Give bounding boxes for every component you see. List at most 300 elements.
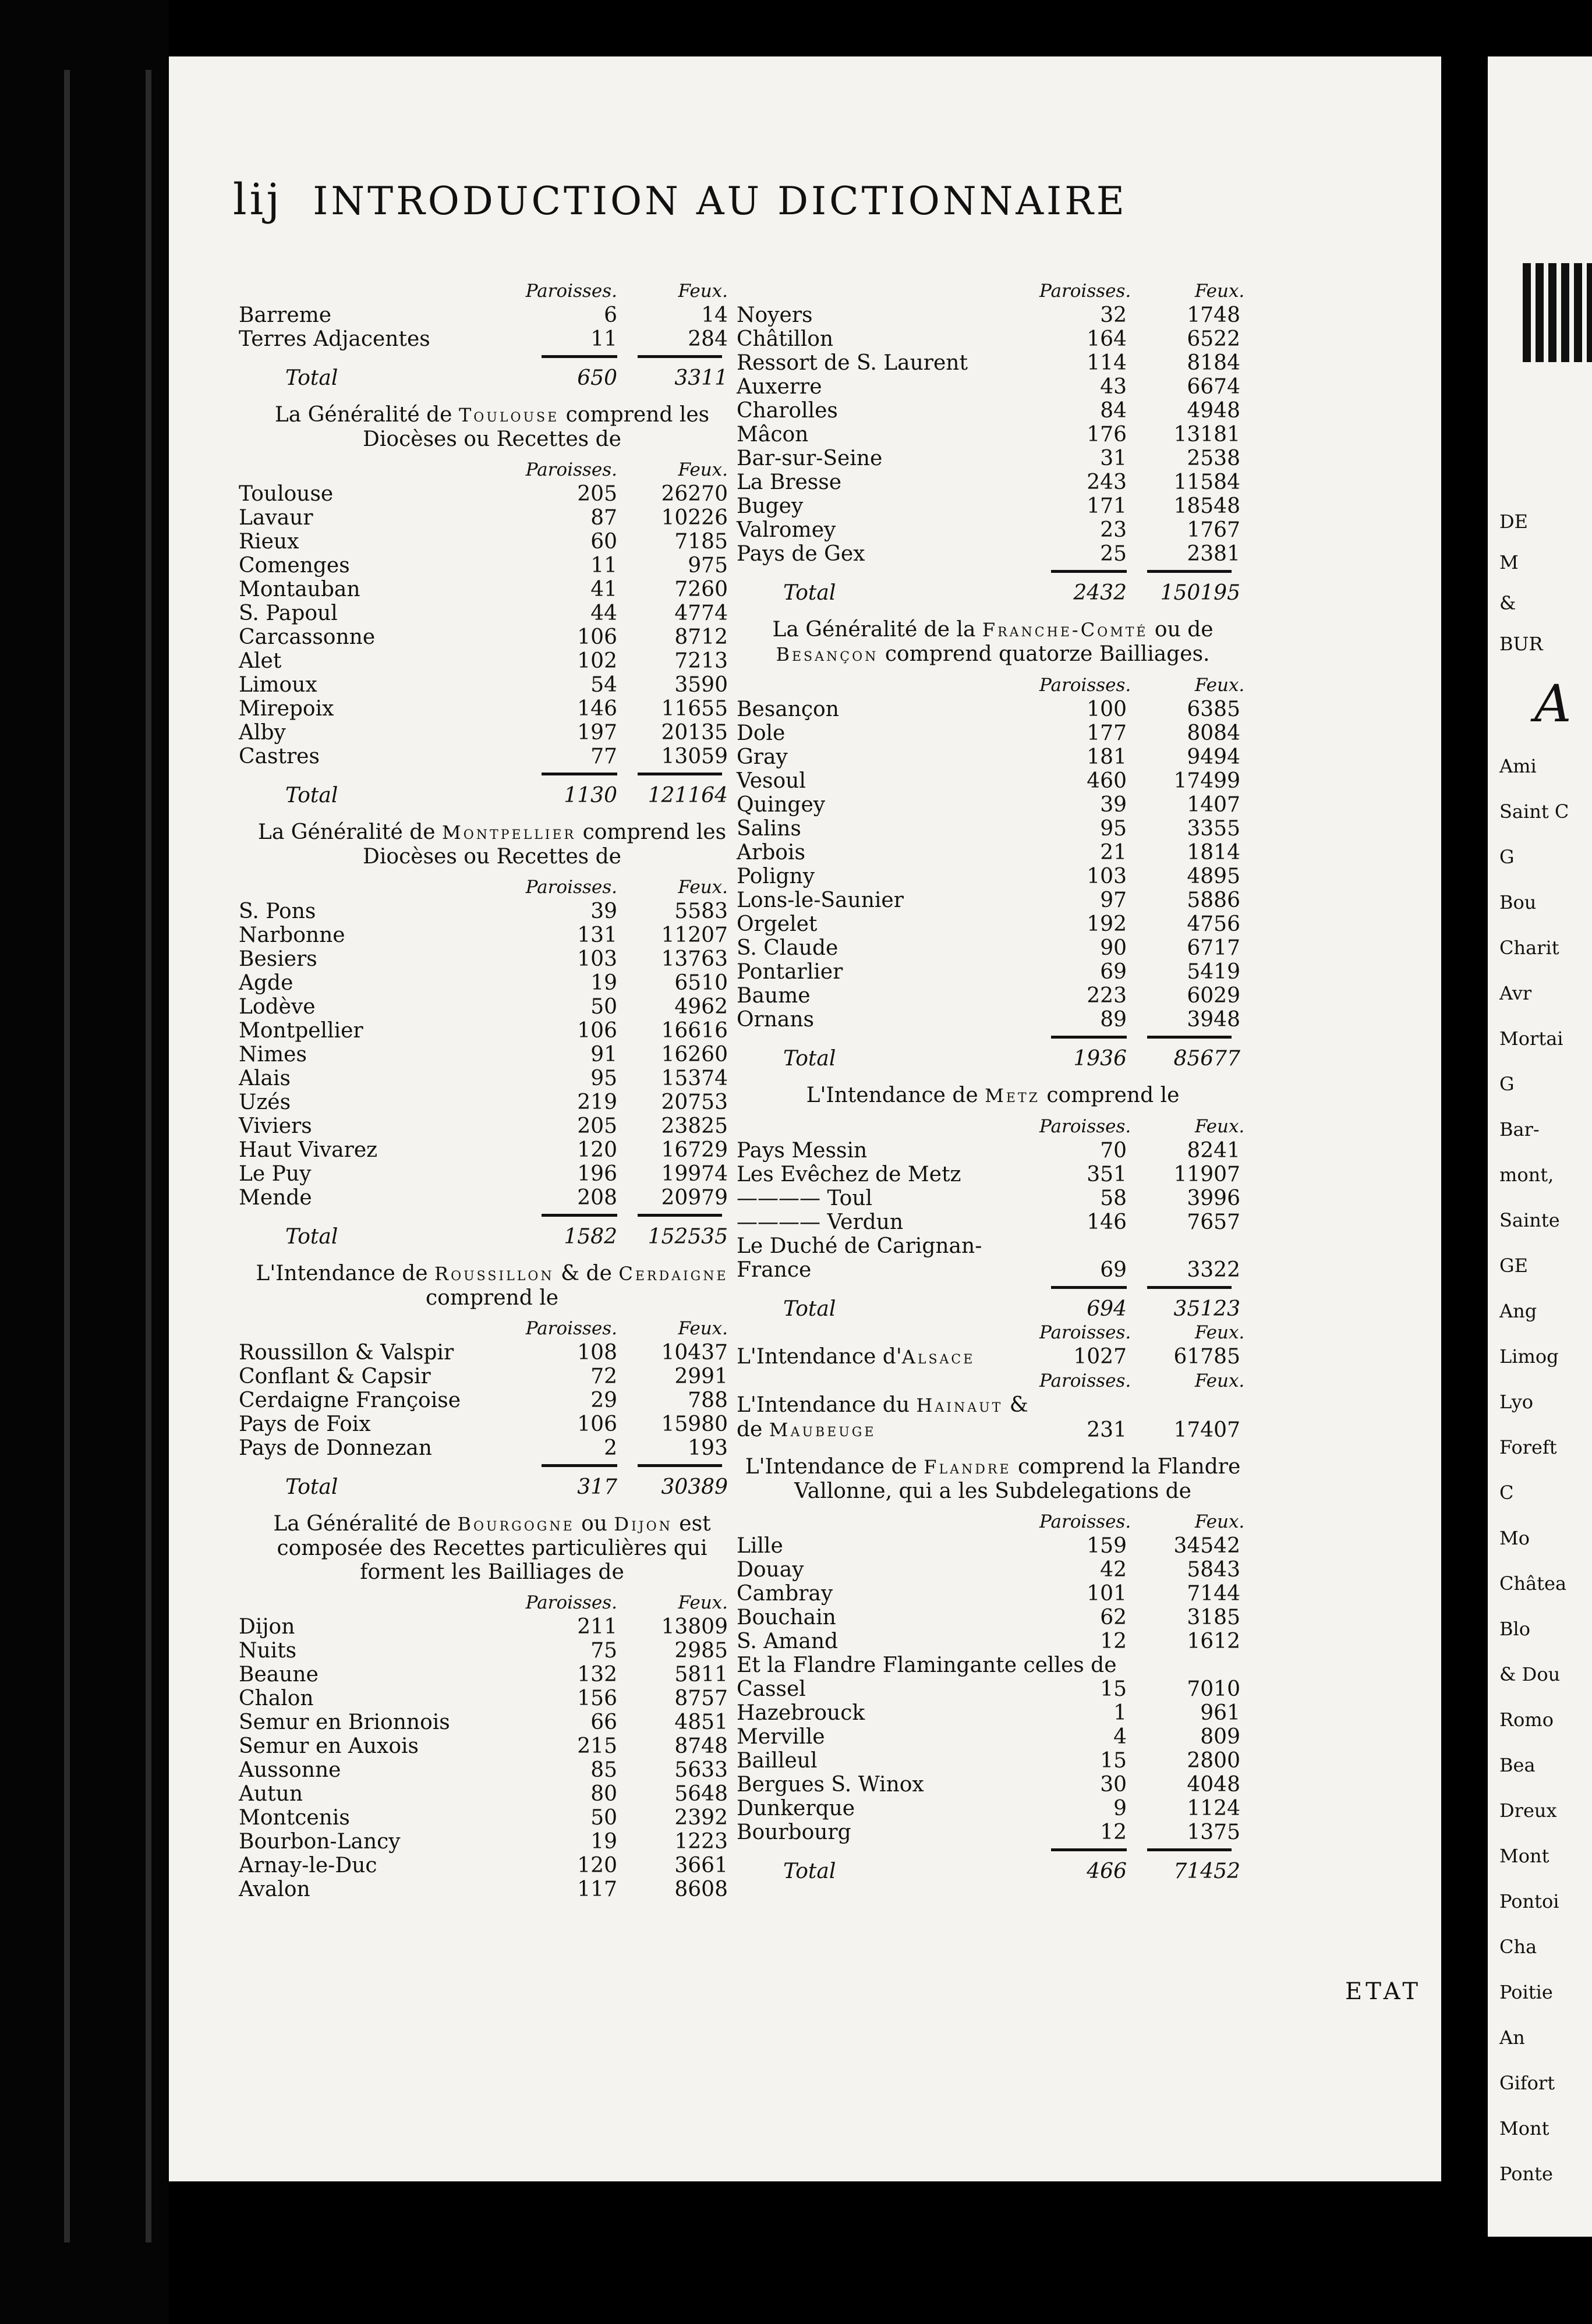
table-row [737,423,1249,447]
table-row [239,1090,745,1114]
table-row [239,1734,745,1758]
facing-page-fragment [1488,56,1592,2237]
rule-line [1051,1286,1127,1289]
place-name: Et la Flandre Flamingante celles de [737,1653,1117,1677]
place-name: Mirepoix [239,697,334,721]
parish-count: 12 [1100,1820,1127,1844]
table-row [239,1830,745,1854]
hearth-count: 809 [1200,1725,1240,1749]
place-name: Aussonne [239,1758,341,1782]
table-row [239,506,745,530]
column-header-spacer [737,1321,1039,1345]
facing-page-text: Ami [1499,755,1537,777]
parish-count: 159 [1087,1534,1127,1558]
place-name: Lavaur [239,506,313,530]
total-parishes: 2432 [1073,581,1127,605]
table-row [239,578,745,601]
hearth-count: 18548 [1173,494,1240,518]
hearth-count: 19974 [661,1162,728,1186]
place-name: Cerdaigne Françoise [239,1388,461,1412]
parish-count: 120 [577,1854,617,1877]
place-name: Noyers [737,303,813,327]
column-header-hearths: Feux. [678,1592,728,1613]
column-header-hearths: Feux. [1194,675,1245,696]
hearth-count: 1375 [1187,1820,1240,1844]
table-row [239,625,745,649]
total-rule [239,1210,745,1220]
parish-count: 44 [590,601,617,625]
facing-page-text: Dreux [1499,1799,1557,1822]
hearth-count: 23825 [661,1114,728,1138]
section-heading: La Généralité de Toulouse comprend les Diocèses ou Recettes de [274,403,710,451]
table-row [239,1341,745,1365]
table-row [239,649,745,673]
hearth-count: 7657 [1187,1210,1240,1234]
region-name: Flandre [924,1456,1011,1478]
place-name: Viviers [239,1114,312,1138]
parish-count: 1027 [1073,1345,1127,1369]
parish-count: 106 [577,1019,617,1043]
parish-count: 205 [577,482,617,506]
table-row [737,447,1249,470]
binding-stripe [64,70,70,2242]
column-header-row [239,458,745,482]
total-label: Total [285,784,338,807]
column-header-hearths: Feux. [1194,1511,1245,1532]
facing-page-text: mont, [1499,1164,1554,1186]
total-hearths: 150195 [1160,581,1240,605]
table-row [239,673,745,697]
table-row [239,1782,745,1806]
parish-count: 23 [1100,518,1127,542]
table-row [239,530,745,554]
table-row [239,721,745,745]
place-name: S. Papoul [239,601,338,625]
parish-count: 12 [1100,1629,1127,1653]
intendance-hainaut-row [737,1393,1249,1442]
place-name: Agde [239,971,293,995]
place-name: Châtillon [737,327,834,351]
total-row [239,1475,745,1499]
parish-count: 30 [1100,1773,1127,1797]
hearth-count: 14 [701,303,728,327]
rule-line [638,773,722,775]
parish-count: 181 [1087,745,1127,769]
hearth-count: 6674 [1187,375,1240,399]
parish-count: 460 [1087,769,1127,793]
parish-count: 90 [1100,936,1127,960]
place-name: Pays de Foix [239,1412,371,1436]
hearth-count: 1612 [1187,1629,1240,1653]
parish-count: 97 [1100,888,1127,912]
column-header-hearths: Feux. [678,459,728,480]
parish-count: 100 [1087,697,1127,721]
parish-count [1039,1234,1127,1258]
column-header-hearths: Feux. [1194,1322,1245,1343]
table-row [239,1365,745,1388]
region-name: Cerdaigne [618,1263,728,1285]
place-name: Pays de Gex [737,542,865,566]
column-header-spacer [737,279,1039,303]
table-row [737,1582,1249,1606]
table-row [239,1067,745,1090]
hearth-count: 20135 [661,721,728,745]
table-row [239,1019,745,1043]
hearth-count: 2991 [674,1365,728,1388]
place-name: Les Evêchez de Metz [737,1163,961,1186]
table-row [737,984,1249,1008]
column-header-row [239,876,745,899]
total-label: Total [783,1297,836,1321]
column-header-spacer [239,458,518,482]
table-row [239,1436,745,1460]
page-number: lij [233,175,283,225]
place-name: Merville [737,1725,825,1749]
hearth-count: 1407 [1187,793,1240,817]
table-row [239,1114,745,1138]
place-name: Valromey [737,518,836,542]
table-row [737,518,1249,542]
column-header-spacer [239,279,518,303]
column-header-row [239,279,745,303]
hearth-count: 6522 [1187,327,1240,351]
parish-count: 25 [1100,542,1127,566]
hearth-count: 4851 [674,1710,728,1734]
table-row [737,1701,1249,1725]
parish-count: 164 [1087,327,1127,351]
parish-count: 2 [604,1436,617,1460]
table-row [737,936,1249,960]
total-label: Total [783,581,836,605]
hearth-count: 34542 [1173,1534,1240,1558]
column-header-parishes: Paroisses. [525,1592,617,1613]
parish-count: 58 [1100,1186,1127,1210]
table-row [737,1139,1249,1163]
intendance-alsace-row [737,1345,1249,1369]
rule-line [1051,570,1127,573]
hearth-count: 4895 [1187,865,1240,888]
parish-count: 41 [590,578,617,601]
parish-count: 231 [1087,1418,1127,1442]
total-rule [239,351,745,362]
hearth-count: 7185 [674,530,728,554]
section-heading: La Généralité de la Franche-Comté ou de Besançon comprend quatorze Bailliages. [772,618,1214,666]
parish-count: 11 [590,554,617,578]
table-row [737,1797,1249,1820]
column-header-parishes: Paroisses. [1039,1370,1131,1391]
place-name: Terres Adjacentes [239,327,430,351]
facing-page-text: Limog [1499,1345,1559,1368]
facing-page-text: Mont [1499,2117,1549,2139]
table-row [239,1043,745,1067]
place-name: Arnay-le-Duc [239,1854,377,1877]
parish-count: 50 [590,1806,617,1830]
facing-page-text: Saint C [1499,800,1569,823]
table-row [737,841,1249,865]
total-hearths: 85677 [1173,1047,1240,1071]
place-name: Beaune [239,1663,319,1687]
table-row [239,327,745,351]
facing-page-text: Ang [1499,1300,1537,1322]
table-row [239,601,745,625]
parish-count: 177 [1087,721,1127,745]
place-name: Mâcon [737,423,809,447]
hearth-count: 2800 [1187,1749,1240,1773]
parish-count: 101 [1087,1582,1127,1606]
hearth-count: 5843 [1187,1558,1240,1582]
hearth-count: 193 [688,1436,728,1460]
column-header-spacer [737,674,1039,697]
total-rule [737,566,1249,576]
hearth-count: 6385 [1187,697,1240,721]
table-row [239,1412,745,1436]
hearth-count: 11655 [661,697,728,721]
ornament-header-icon [1523,263,1592,362]
hearth-count: 5648 [674,1782,728,1806]
total-hearths: 71452 [1173,1859,1240,1883]
table-row [737,721,1249,745]
parish-count: 197 [577,721,617,745]
hearth-count: 2392 [674,1806,728,1830]
page-header [233,175,1339,225]
column-header-hearths: Feux. [1194,1370,1245,1391]
column-header-parishes: Paroisses. [1039,281,1131,302]
place-name: Baume [737,984,811,1008]
parish-count: 215 [577,1734,617,1758]
hearth-count: 13809 [661,1615,728,1639]
total-hearths: 30389 [661,1475,728,1499]
total-label: Total [285,366,338,390]
hearth-count: 11207 [661,923,728,947]
hearth-count: 4048 [1187,1773,1240,1797]
parish-count: 1 [1113,1701,1127,1725]
region-name: Hainaut [916,1394,1003,1416]
table-row [239,1388,745,1412]
rule-line [1147,570,1232,573]
place-name: Cassel [737,1677,806,1701]
facing-page-text: Avr [1499,982,1532,1004]
section-heading: La Généralité de Montpellier comprend les Diocèses ou Recettes de [257,820,727,869]
parish-count: 91 [590,1043,617,1067]
rule-line [638,355,722,358]
hearth-count: 8608 [674,1877,728,1901]
column-header-row [737,1321,1249,1345]
region-name: Toulouse [458,404,560,426]
parish-count: 95 [590,1067,617,1090]
catchword: ETAT [1345,1978,1422,2005]
parish-count: 39 [1100,793,1127,817]
column-header-parishes: Paroisses. [525,281,617,302]
place-name: Castres [239,745,320,768]
hearth-count: 7260 [674,578,728,601]
place-name: Toulouse [239,482,334,506]
facing-page-text: Gifort [1499,2072,1555,2094]
hearth-count: 11907 [1173,1163,1240,1186]
table-row [737,1186,1249,1210]
place-name: Dole [737,721,786,745]
place-name: Quingey [737,793,826,817]
column-header-hearths: Feux. [1194,281,1245,302]
parish-count: 77 [590,745,617,768]
total-parishes: 1936 [1073,1047,1127,1071]
place-name: Orgelet [737,912,818,936]
hearth-count: 961 [1200,1701,1240,1725]
rule-line [542,1214,617,1217]
facing-page-text: Bar- [1499,1118,1540,1140]
table-row [239,1639,745,1663]
region-name: Montpellier [442,821,576,844]
hearth-count: 26270 [661,482,728,506]
region-name: Franche-Comté [982,619,1148,641]
parish-count: 19 [590,971,617,995]
place-name: Ressort de S. Laurent [737,351,968,375]
column-header-parishes: Paroisses. [525,459,617,480]
table-row [737,542,1249,566]
parish-count: 11 [590,327,617,351]
place-name: Mende [239,1186,312,1210]
hearth-count: 7010 [1187,1677,1240,1701]
column-header-parishes: Paroisses. [1039,1511,1131,1532]
facing-page-text: DE [1499,511,1529,533]
parish-count: 103 [1087,865,1127,888]
total-row [737,1297,1249,1321]
parish-count: 75 [590,1639,617,1663]
table-row [239,554,745,578]
hearth-count: 1223 [674,1830,728,1854]
hearth-count: 1767 [1187,518,1240,542]
hearth-count: 975 [688,554,728,578]
facing-page-text: Châtea [1499,1572,1567,1595]
place-name: Bourbourg [737,1820,851,1844]
parish-count: 39 [590,899,617,923]
hearth-count: 3996 [1187,1186,1240,1210]
place-name: Pontarlier [737,960,843,984]
total-label: Total [783,1859,836,1883]
place-name: Besiers [239,947,317,971]
table-row [737,912,1249,936]
total-row [737,581,1249,605]
binding-stripe [146,70,151,2242]
parish-count: 32 [1100,303,1127,327]
facing-page-text: A [1534,674,1572,734]
section-heading: L'Intendance de Roussillon & de Cerdaigne comprend le [256,1262,728,1310]
total-hearths: 152535 [648,1225,728,1249]
facing-page-text: Sainte [1499,1209,1560,1231]
hearth-count: 3948 [1187,1008,1240,1032]
hearth-count: 1814 [1187,841,1240,865]
facing-page-text: GE [1499,1255,1528,1277]
table-row [737,1820,1249,1844]
region-name: Maubeuge [769,1419,876,1441]
column-header-spacer [737,1115,1039,1139]
hearth-count: 5886 [1187,888,1240,912]
rule-line [638,1214,722,1217]
parish-count: 156 [577,1687,617,1710]
parish-count: 117 [577,1877,617,1901]
right-column [737,279,1249,1883]
column-header-spacer [239,1591,518,1615]
table-row [737,1677,1249,1701]
place-name: Alby [239,721,286,745]
table-row [239,1758,745,1782]
total-hearths: 3311 [674,366,728,390]
facing-page-text: Charit [1499,937,1559,959]
hearth-count [1204,1653,1318,1677]
place-name: Bailleul [737,1749,818,1773]
place-name: Roussillon & Valspir [239,1341,454,1365]
table-row [239,995,745,1019]
section-heading: La Généralité de Bourgogne ou Dijon est composée des Recettes particulières qui forment les Bailliages de [273,1512,711,1584]
place-name: Alet [239,649,282,673]
table-row [737,470,1249,494]
region-name: Dijon [614,1513,673,1535]
parish-count: 219 [577,1090,617,1114]
total-rule [737,1032,1249,1042]
place-name: Charolles [737,399,838,423]
table-row [239,1186,745,1210]
hearth-count: 3322 [1187,1258,1240,1282]
table-row [239,971,745,995]
parish-count: 19 [590,1830,617,1854]
column-header-spacer [737,1369,1039,1393]
table-row [239,745,745,768]
place-name: La Bresse [737,470,842,494]
hearth-count: 788 [688,1388,728,1412]
parish-count: 243 [1087,470,1127,494]
parish-count: 54 [590,673,617,697]
table-row [737,1534,1249,1558]
facing-page-text: Blo [1499,1618,1531,1640]
left-column [239,279,745,1901]
parish-count: 223 [1087,984,1127,1008]
hearth-count: 13059 [661,745,728,768]
table-row [737,960,1249,984]
total-parishes: 650 [577,366,617,390]
hearth-count: 6510 [674,971,728,995]
column-header-hearths: Feux. [678,281,728,302]
rule-line [1051,1036,1127,1039]
table-row [737,1606,1249,1629]
facing-page-text: Ponte [1499,2163,1553,2185]
hearth-count: 8184 [1187,351,1240,375]
place-name: Douay [737,1558,804,1582]
place-name: Nuits [239,1639,297,1663]
hearth-count: 6029 [1187,984,1240,1008]
table-row [239,1877,745,1901]
hearth-count: 3185 [1187,1606,1240,1629]
hearth-count: 13763 [661,947,728,971]
hearth-count: 1748 [1187,303,1240,327]
hearth-count: 61785 [1173,1345,1240,1369]
rule-line [638,1464,722,1467]
region-name: Besançon [776,643,879,665]
parish-count: 21 [1100,841,1127,865]
hearth-count: 7213 [674,649,728,673]
running-title: INTRODUCTION AU DICTIONNAIRE [313,179,1127,224]
table-row [737,494,1249,518]
hearth-count: 9494 [1187,745,1240,769]
place-name: Pays Messin [737,1139,868,1163]
table-row [737,1558,1249,1582]
table-row [239,697,745,721]
table-row [737,697,1249,721]
total-label: Total [285,1475,338,1499]
column-header-hearths: Feux. [1194,1116,1245,1137]
parish-count: 72 [590,1365,617,1388]
hearth-count: 284 [688,327,728,351]
total-parishes: 317 [577,1475,617,1499]
hearth-count: 2381 [1187,542,1240,566]
